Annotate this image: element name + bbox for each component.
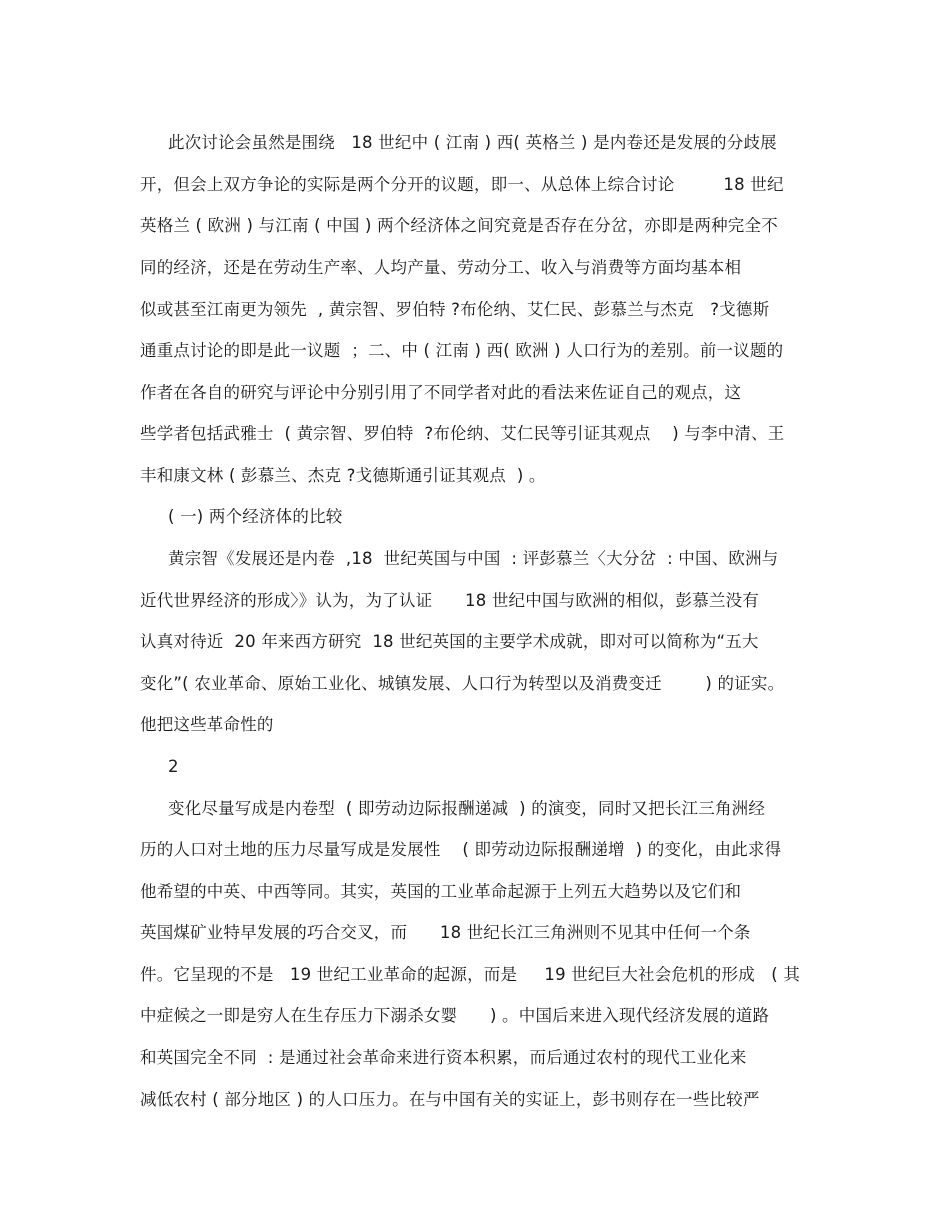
paragraph-3-line: 中症候之一即是穷人在生存压力下溺杀女婴 ) 。中国后来进入现代经济发展的道路 [140,1006,770,1025]
paragraph-3-line: 件。它呈现的不是 19 世纪工业革命的起源，而是 19 世纪巨大社会危机的形成 ( 其 [140,965,801,984]
paragraph-2-line: 变化”( 农业革命、原始工业化、城镇发展、人口行为转型以及消费变迁 ) 的证实。 [140,674,785,693]
paragraph-2-line: 认真对待近 20 年来西方研究 18 世纪英国的主要学术成就，即对可以简称为“五大 [140,632,759,651]
paragraph-2-line: 他把这些革命性的 [140,715,274,734]
paragraph-1-line: 似或甚至江南更为领先 , 黄宗智、罗伯特 ?布伦纳、艾仁民、彭慕兰与杰克 ?戈德斯 [140,300,770,319]
paragraph-3-line: 变化尽量写成是内卷型 ( 即劳动边际报酬递减 ) 的演变，同时又把长江三角洲经 [168,799,766,818]
paragraph-1-line: 作者在各自的研究与评论中分别引用了不同学者对此的看法来佐证自己的观点，这 [140,383,742,402]
paragraph-1-line: 同的经济，还是在劳动生产率、人均产量、劳动分工、收入与消费等方面均基本相 [140,258,742,277]
paragraph-1-line: 此次讨论会虽然是围绕 18 世纪中 ( 江南 ) 西( 英格兰 ) 是内卷还是发展的分歧展 [168,133,777,152]
paragraph-3-line: 减低农村 ( 部分地区 ) 的人口压力。在与中国有关的实证上，彭书则存在一些比较严 [140,1090,760,1109]
paragraph-2-line: 近代世界经济的形成〉》认为，为了认证 18 世纪中国与欧洲的相似，彭慕兰没有 [140,591,760,610]
paragraph-3-line: 英国煤矿业特早发展的巧合交叉，而 18 世纪长江三角洲则不见其中任何一个条 [140,923,751,942]
section-heading: ( 一) 两个经济体的比较 [168,507,343,526]
paragraph-3-line: 和英国完全不同 : 是通过社会革命来进行资本积累，而后通过农村的现代工业化来 [140,1048,747,1067]
paragraph-2-line: 黄宗智《发展还是内卷 ,18 世纪英国与中国 : 评彭慕兰〈大分岔 : 中国、欧洲与 [168,549,779,568]
paragraph-3-line: 历的人口对土地的压力尽量写成是发展性 ( 即劳动边际报酬递增 ) 的变化，由此求得 [140,840,782,859]
paragraph-1-line: 丰和康文林 ( 彭慕兰、杰克 ?戈德斯通引证其观点 ) 。 [140,466,546,485]
paragraph-3-line: 他希望的中英、中西等同。其实，英国的工业革命起源于上列五大趋势以及它们和 [140,882,742,901]
paragraph-1-line: 些学者包括武雅士 ( 黄宗智、罗伯特 ?布伦纳、艾仁民等引证其观点 ) 与李中清、王 [140,424,785,443]
paragraph-1-line: 通重点讨论的即是此一议题 ；二、中 ( 江南 ) 西( 欧洲 ) 人口行为的差别。前一议题的 [140,341,784,360]
page-number: 2 [168,757,179,776]
paragraph-1-line: 开，但会上双方争论的实际是两个分开的议题，即一、从总体上综合讨论 18 世纪 [140,175,784,194]
paragraph-1-line: 英格兰 ( 欧洲 ) 与江南 ( 中国 ) 两个经济体之间究竟是否存在分岔，亦即是两种完全不 [140,216,778,235]
